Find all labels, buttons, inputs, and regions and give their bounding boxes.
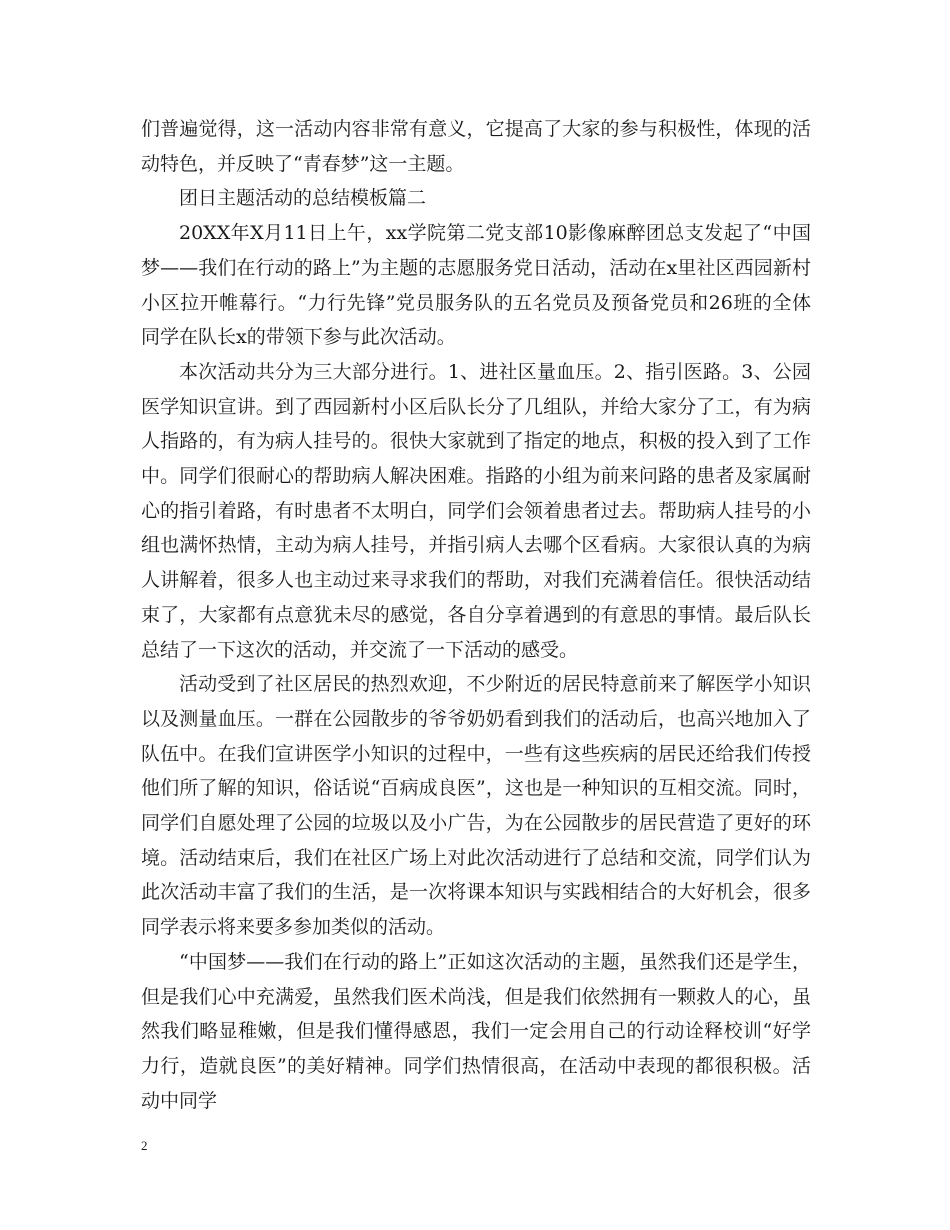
- paragraph-continuation: 们普遍觉得，这一活动内容非常有意义，它提高了大家的参与积极性，体现的活动特色，并反映了“青春梦”这一主题。: [141, 118, 811, 175]
- paragraph-intro: 20XX年X月11日上午，xx学院第二党支部10影像麻醉团总支发起了“中国梦——我们在行动的路上”为主题的志愿服务党日活动，活动在x里社区西园新村小区拉开帷幕行。“力行先锋”党员服务队的五名党员及预备党员和26班的全体同学在队长x的带领下参与此次活动。: [141, 222, 811, 349]
- paragraph-china-dream: “中国梦——我们在行动的路上”正如这次活动的主题，虽然我们还是学生，但是我们心中充满爱，虽然我们医术尚浅，但是我们依然拥有一颗救人的心，虽然我们略显稚嫩，但是我们懂得感恩，我们一定会用自己的行动诠释校训“好学力行，造就良医”的美好精神。同学们热情很高，在活动中表现的都很积极。活动中同学: [141, 950, 811, 1112]
- page-number: 2: [141, 1138, 148, 1153]
- paragraph-activity-parts: 本次活动共分为三大部分进行。1、进社区量血压。2、指引医路。3、公园医学知识宣讲。到了西园新村小区后队长分了几组队，并给大家分了工，有为病人指路的，有为病人挂号的。很快大家就到了指定的地点，积极的投入到了工作中。同学们很耐心的帮助病人解决困难。指路的小组为前来问路的患者及家属耐心的指引着路，有时患者不太明白，同学们会领着患者过去。帮助病人挂号的小组也满怀热情，主动为病人挂号，并指引病人去哪个区看病。大家很认真的为病人讲解着，很多人也主动过来寻求我们的帮助，对我们充满着信任。很快活动结束了，大家都有点意犹未尽的感觉，各自分享着遇到的有意思的事情。最后队长总结了一下这次的活动，并交流了一下活动的感受。: [141, 360, 811, 661]
- document-body: [141, 112, 811, 1118]
- section-heading: 团日主题活动的总结模板篇二: [179, 187, 427, 210]
- paragraph-community-welcome: 活动受到了社区居民的热烈欢迎，不少附近的居民特意前来了解医学小知识以及测量血压。一群在公园散步的爷爷奶奶看到我们的活动后，也高兴地加入了队伍中。在我们宣讲医学小知识的过程中，一些有这些疾病的居民还给我们传授他们所了解的知识，俗话说“百病成良医”，这也是一种知识的互相交流。同时，同学们自愿处理了公园的垃圾以及小广告，为在公园散步的居民营造了更好的环境。活动结束后，我们在社区广场上对此次活动进行了总结和交流，同学们认为此次活动丰富了我们的生活，是一次将课本知识与实践相结合的大好机会，很多同学表示将来要多参加类似的活动。: [141, 673, 811, 939]
